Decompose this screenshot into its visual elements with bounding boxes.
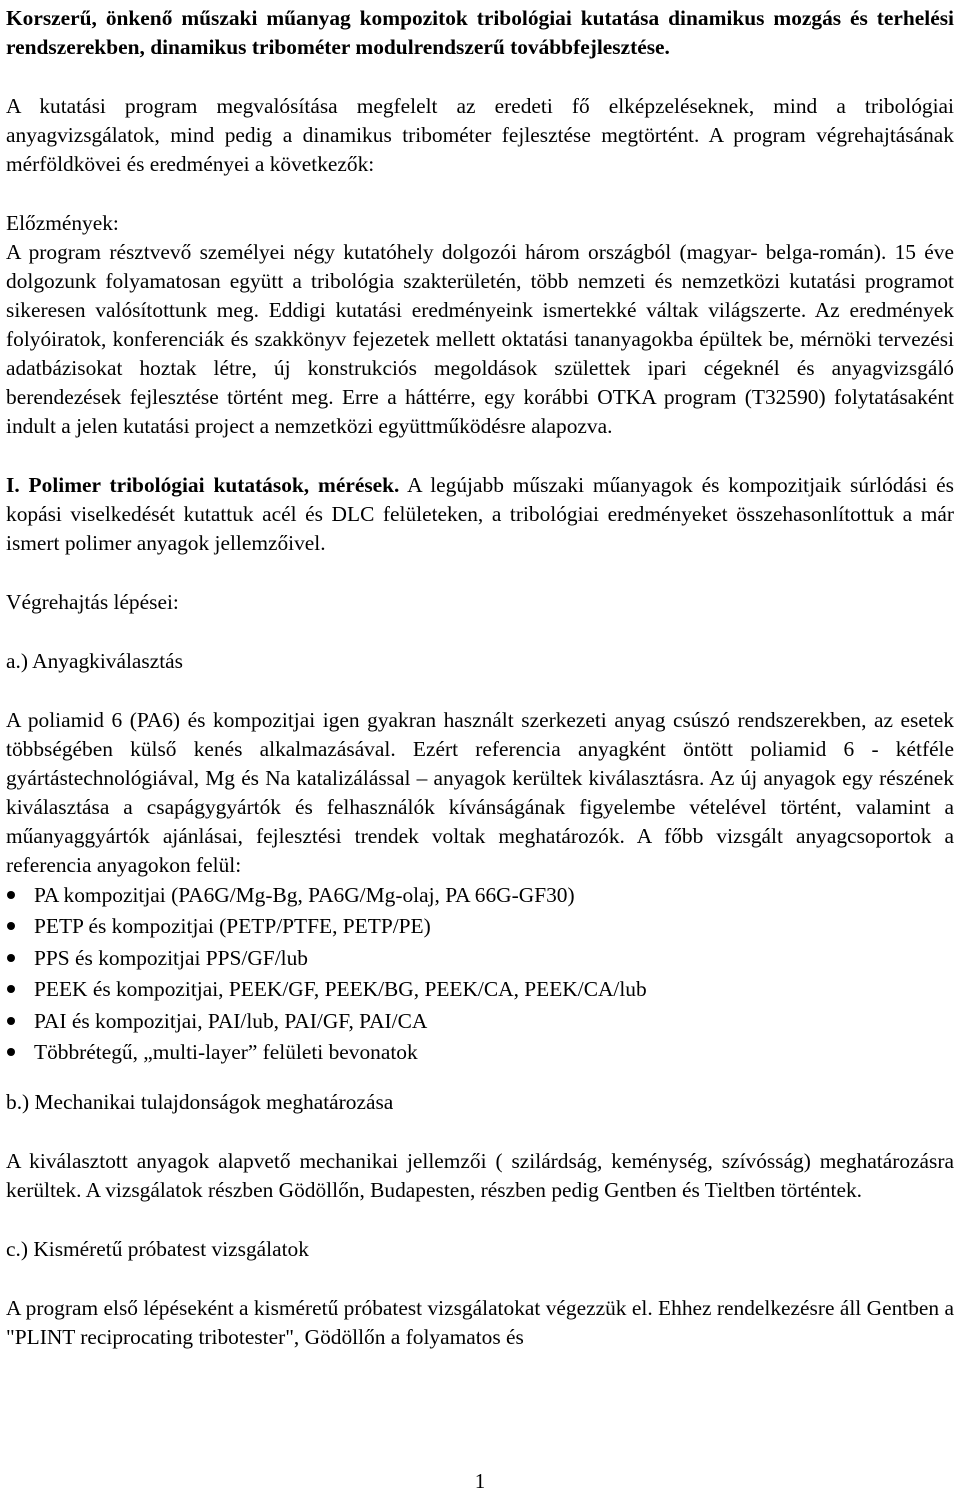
intro-paragraph: A kutatási program megvalósítása megfelelt az eredeti fő elképzeléseknek, mind a tribológiai anyagvizsgálatok, mind pedig a dinamikus tribométer fejlesztése megtörtént. A program végrehajtásának mérföldkövei és eredményei a következők:: [6, 94, 954, 176]
section1-paragraph: [6, 471, 954, 558]
step-c-heading: c.) Kisméretű próbatest vizsgálatok: [6, 1237, 309, 1262]
page-number: 1: [474, 1469, 486, 1493]
bullet-icon: [7, 891, 15, 899]
list-item: PEEK és kompozitjai, PEEK/GF, PEEK/BG, PEEK/CA, PEEK/CA/lub: [6, 974, 954, 1005]
bullet-icon: [7, 1017, 15, 1025]
material-groups-list: [6, 880, 954, 1068]
list-item: PETP és kompozitjai (PETP/PTFE, PETP/PE): [6, 911, 954, 942]
bullet-icon: [7, 922, 15, 930]
section1-text: A legújabb műszaki műanyagok és kompozitjaik súrlódási és kopási viselkedését kutattuk acél és DLC felületeken, a tribológiai eredményeket összehasonlítottuk a már ismert polimer anyagok jellemzőivel.: [6, 473, 954, 555]
document-title: Korszerű, önkenő műszaki műanyag kompozitok tribológiai kutatása dinamikus mozgás és terhelési rendszerekben, dinamikus tribométer modulrendszerű továbbfejlesztése.: [6, 6, 954, 59]
document-page: [6, 0, 954, 1496]
list-item: Többrétegű, „multi-layer” felületi bevonatok: [6, 1037, 954, 1068]
bullet-icon: [7, 1048, 15, 1056]
antecedents-heading: Előzmények:: [6, 211, 119, 235]
list-item: PAI és kompozitjai, PAI/lub, PAI/GF, PAI/CA: [6, 1006, 954, 1037]
antecedents-paragraph: A program résztvevő személyei négy kutatóhely dolgozói három országból (magyar- belga-román). 15 éve dolgozunk folyamatosan együtt a tribológia szakterületén, több nemzeti és nemzetközi kutatási programot sikeresen valósítottunk meg. Eddigi kutatási eredményeink ismertekké váltak világszerte. Az eredmények folyóiratok, konferenciák és szakkönyv fejezetek mellett oktatási tananyagokba épültek be, mérnöki tervezési adatbázisokat hoztak létre, új konstrukciós megoldások születtek ipari cégeknél és anyagvizsgáló berendezések fejlesztése történt meg. Erre a háttérre, egy korábbi OTKA program (T32590) folytatásaként indult a jelen kutatási project a nemzetközi együttműködésre alapozva.: [6, 240, 954, 438]
list-item: PPS és kompozitjai PPS/GF/lub: [6, 943, 954, 974]
step-a-paragraph: A poliamid 6 (PA6) és kompozitjai igen gyakran használt szerkezeti anyag csúszó rendszerekben, az esetek többségében külső kenés alkalmazásával. Ezért referencia anyagként öntött poliamid 6 - kétféle gyártástechnológiával, Mg és Na katalizálással – anyagok kerültek kiválasztásra. Az új anyagok egy részének kiválasztása a csapágygyártók és felhasználók kívánságának figyelembe vételével történt, valamint a műanyaggyártók ajánlásai, fejlesztési trendek voltak meghatározók. A főbb vizsgált anyagcsoportok a referencia anyagokon felül:: [6, 708, 954, 877]
bullet-icon: [7, 985, 15, 993]
step-c-paragraph: A program első lépéseként a kisméretű próbatest vizsgálatokat végezzük el. Ehhez rendelkezésre áll Gentben a "PLINT reciprocating tribotester", Gödöllőn a folyamatos és: [6, 1296, 954, 1350]
steps-heading: Végrehajtás lépései:: [6, 590, 179, 614]
step-b-heading: b.) Mechanikai tulajdonságok meghatározása: [6, 1090, 394, 1115]
step-b-paragraph: A kiválasztott anyagok alapvető mechanikai jellemzői ( szilárdság, keménység, szívósság) meghatározásra kerültek. A vizsgálatok részben Gödöllőn, Budapesten, részben pedig Gentben és Tieltben történtek.: [6, 1149, 954, 1203]
bullet-icon: [7, 954, 15, 962]
section1-heading: I. Polimer tribológiai kutatások, mérések.: [6, 473, 400, 497]
step-a-heading: a.) Anyagkiválasztás: [6, 649, 184, 673]
list-item: PA kompozitjai (PA6G/Mg-Bg, PA6G/Mg-olaj, PA 66G-GF30): [6, 880, 954, 911]
